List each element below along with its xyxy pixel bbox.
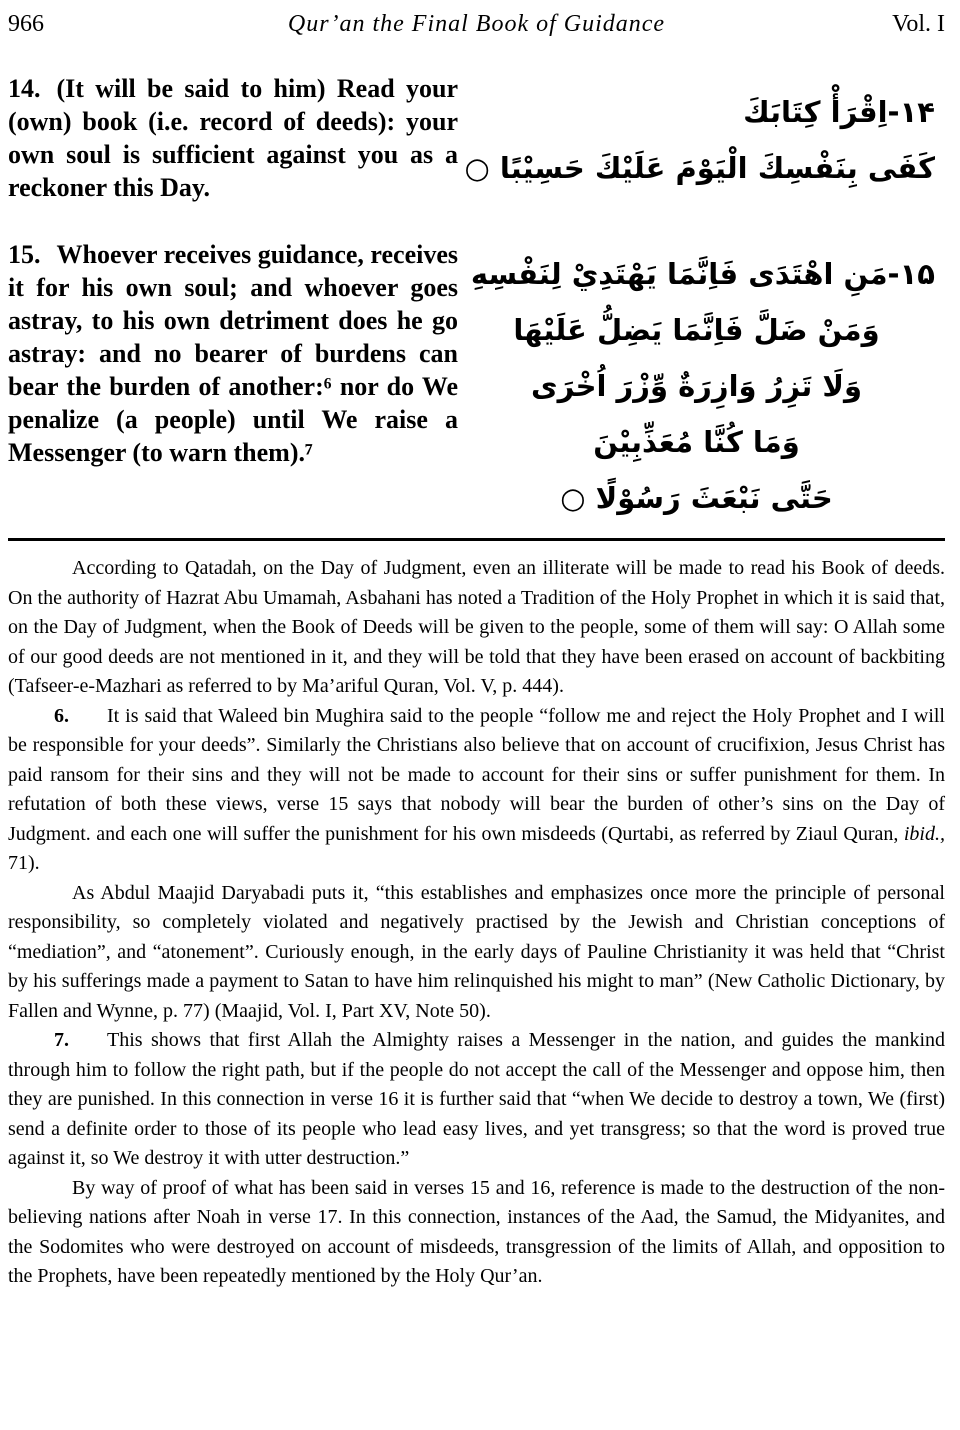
verse-15-number: 15. [8, 240, 41, 269]
footnote-text: It is said that Waleed bin Mughira said to the people “follow me and reject the Holy Prophet and I will be responsible for your deeds”. Similarly the Christians also believe that on account of crucifixion, Jesus Christ has paid ransom for their sins and they will not be made to account for their sins or suffer punishment for them. In refutation of both these views, verse 15 says that nobody will bear the burden of other’s sins on the Day of Judgment. and each one will suffer the punishment for his own misdeeds (Qurtabi, as referred by Ziaul Quran, [8, 704, 945, 845]
arabic-line: وَمَنْ ضَلَّ فَاِنَّمَا يَضِلُّ عَلَيْهَا [513, 313, 880, 347]
footnote-proof [8, 1174, 945, 1292]
footnote-text: 71). [8, 852, 40, 874]
verse-15-row [8, 238, 945, 526]
arabic-line: ۱۵-مَنِ اهْتَدَى فَاِنَّمَا يَهْتَدِيْ لِنَفْسِهِ [470, 257, 935, 291]
footnote-text: According to Qatadah, on the Day of Judgment, even an illiterate will be made to read his Book of deeds. On the authority of Hazrat Abu Umamah, Asbahani has noted a Tradition of the Holy Prophet in which it is said that, on the Day of Judgment, when the Book of Deeds will be given to the people, some of them will say: O Allah some of our good deeds are not mentioned in it, and they will be told that they have been erased on account of backbiting (Tafseer-e-Mazhari as referred to by Ma’ariful Quran, Vol. V, p. 444). [8, 557, 945, 697]
page-number: 966 [8, 11, 44, 37]
footnote-7-number: 7. [54, 1029, 69, 1051]
footnote-text: By way of proof of what has been said in verses 15 and 16, reference is made to the destruction of the non-believing nations after Noah in verse 17. In this connection, instances of the Aad, the Samud, the Midyanites, and the Sodomites who were destroyed on account of misdeeds, transgression of the limits of Allah, and opposition to the Prophets, have been repeatedly mentioned by the Holy Qur’an. [8, 1176, 945, 1287]
footnote-daryabadi [8, 879, 945, 1027]
footnote-7 [8, 1026, 945, 1174]
arabic-line: ۱۴-اِقْرَأْ كِتَابَكَ [743, 95, 935, 129]
verse-15-translation [8, 238, 458, 526]
verse-14-text: (It will be said to him) Read your (own) book (i.e. record of deeds): your own soul is sufficient against you as a reckoner this Day. [8, 74, 458, 202]
verse-14-translation [8, 72, 458, 204]
page-header [8, 8, 945, 40]
arabic-line: وَمَا كُنَّا مُعَذِّبِيْنَ [593, 425, 800, 459]
footnote-text: This shows that first Allah the Almighty raises a Messenger in the nation, and guides the mankind through him to follow the right path, but if the people do not accept the call of the Messenger and oppose him, then they are punished. In this connection in verse 16 it is further said that “when We decide to destroy a town, We (first) send a definite order to those of its people who lead easy lives, and yet transgress; so that the word is proved true against it, so We destroy it with utter destruction.” [8, 1029, 945, 1169]
verse-14-number: 14. [8, 74, 41, 103]
footnote-divider [8, 538, 945, 541]
verse-14-arabic [458, 72, 945, 204]
arabic-line: وَلَا تَزِرُ وَازِرَةٌ وِّزْرَ اُخْرَى [531, 369, 862, 403]
verse-15-arabic [458, 238, 945, 526]
footnotes-section [8, 554, 945, 1292]
footnote-text: As Abdul Maajid Daryabadi puts it, “this establishes and emphasizes once more the principle of personal responsibility, so completely violated and negatively practised by the Jewish and Christian conceptions of “mediation”, and “atonement”. Curiously enough, in the early days of Pauline Christianity it was held that “Christ by his sufferings made a payment to Satan to have him relinquished his might to man” (New Catholic Dictionary, by Fallen and Wynne, p. 77) (Maajid, Vol. I, Part XV, Note 50). [8, 881, 945, 1022]
footnote-6 [8, 702, 945, 879]
arabic-line: كَفَى بِنَفْسِكَ الْيَوْمَ عَلَيْكَ حَسِيْبًا ○ [464, 151, 935, 185]
footnote-ibid-italic: ibid., [903, 822, 945, 845]
volume-label: Vol. I [892, 11, 945, 37]
verse-15-text: Whoever receives guidance, receives it for his own soul; and whoever goes astray, to his own detriment does he go astray: and no bearer of burdens can bear the burden of another:⁶ nor do We penalize (a people) until We raise a Messenger (to warn them).⁷ [8, 240, 458, 467]
verse-14-row [8, 72, 945, 204]
book-title: Qur’an the Final Book of Guidance [287, 11, 666, 37]
footnote-qatadah [8, 554, 945, 702]
footnote-6-number: 6. [54, 704, 69, 727]
arabic-line: حَتَّى نَبْعَثَ رَسُوْلًا ○ [560, 481, 833, 515]
verses-section [8, 72, 945, 526]
